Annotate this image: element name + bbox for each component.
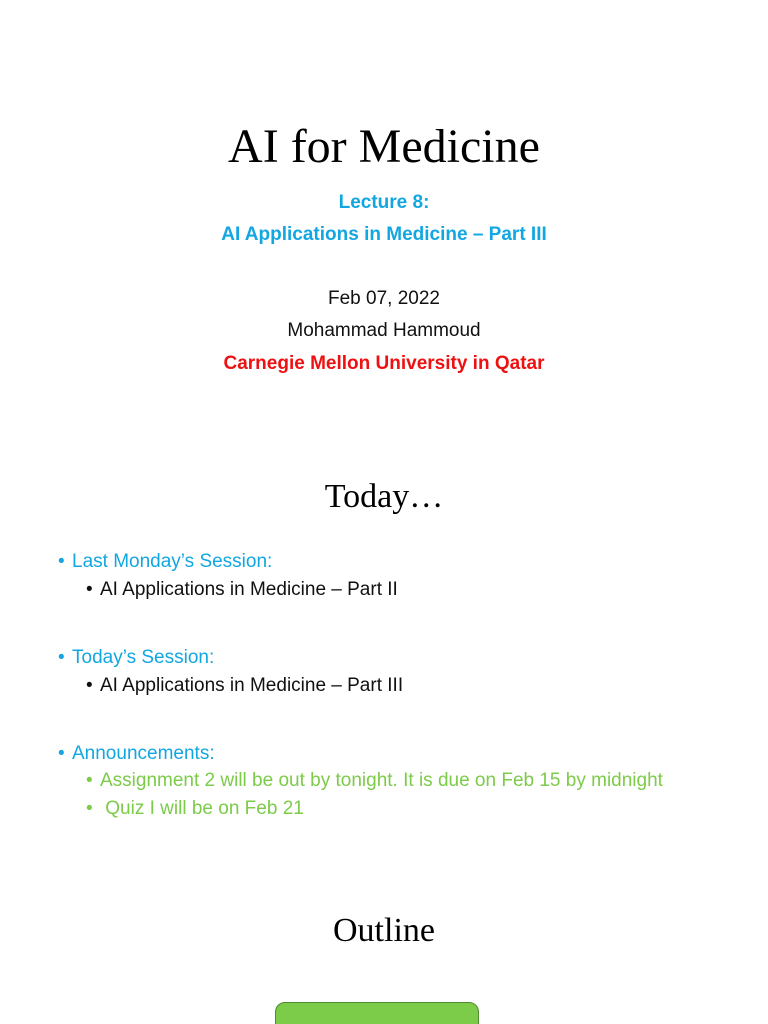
lecture-number: Lecture 8: [338, 192, 430, 213]
sub-bullet-assignment [86, 768, 663, 794]
bullet-last-session [58, 549, 272, 575]
lecture-date: Feb 07, 2022 [328, 288, 440, 309]
bullet-dot: • [58, 647, 65, 668]
author-name: Mohammad Hammoud [287, 320, 481, 341]
bullet-dot: • [86, 675, 93, 696]
sub-bullet-last-session [86, 577, 398, 603]
sub-bullet-text: Assignment 2 will be out by tonight. It is due on Feb 15 by midnight [100, 770, 663, 791]
bullet-dot: • [58, 551, 65, 572]
outline-title: Outline [333, 912, 435, 949]
sub-bullet-text: Quiz I will be on Feb 21 [100, 798, 304, 819]
bullet-announcements [58, 741, 215, 767]
lecture-subtitle: AI Applications in Medicine – Part III [221, 224, 547, 245]
bullet-heading: Today’s Session: [72, 647, 215, 668]
sub-bullet-quiz [86, 796, 304, 822]
bullet-dot: • [58, 743, 65, 764]
today-title: Today… [324, 478, 444, 515]
bullet-dot: • [86, 798, 93, 819]
bullet-dot: • [86, 579, 93, 600]
sub-bullet-today-session [86, 673, 403, 699]
outline-box [275, 1002, 479, 1024]
institution-name: Carnegie Mellon University in Qatar [223, 353, 545, 374]
bullet-today-session [58, 645, 214, 671]
bullet-dot: • [86, 770, 93, 791]
bullet-heading: Last Monday’s Session: [72, 551, 273, 572]
sub-bullet-text: AI Applications in Medicine – Part II [100, 579, 398, 600]
sub-bullet-text: AI Applications in Medicine – Part III [100, 675, 404, 696]
bullet-heading: Announcements: [72, 743, 215, 764]
slide-title: AI for Medicine [228, 120, 540, 173]
